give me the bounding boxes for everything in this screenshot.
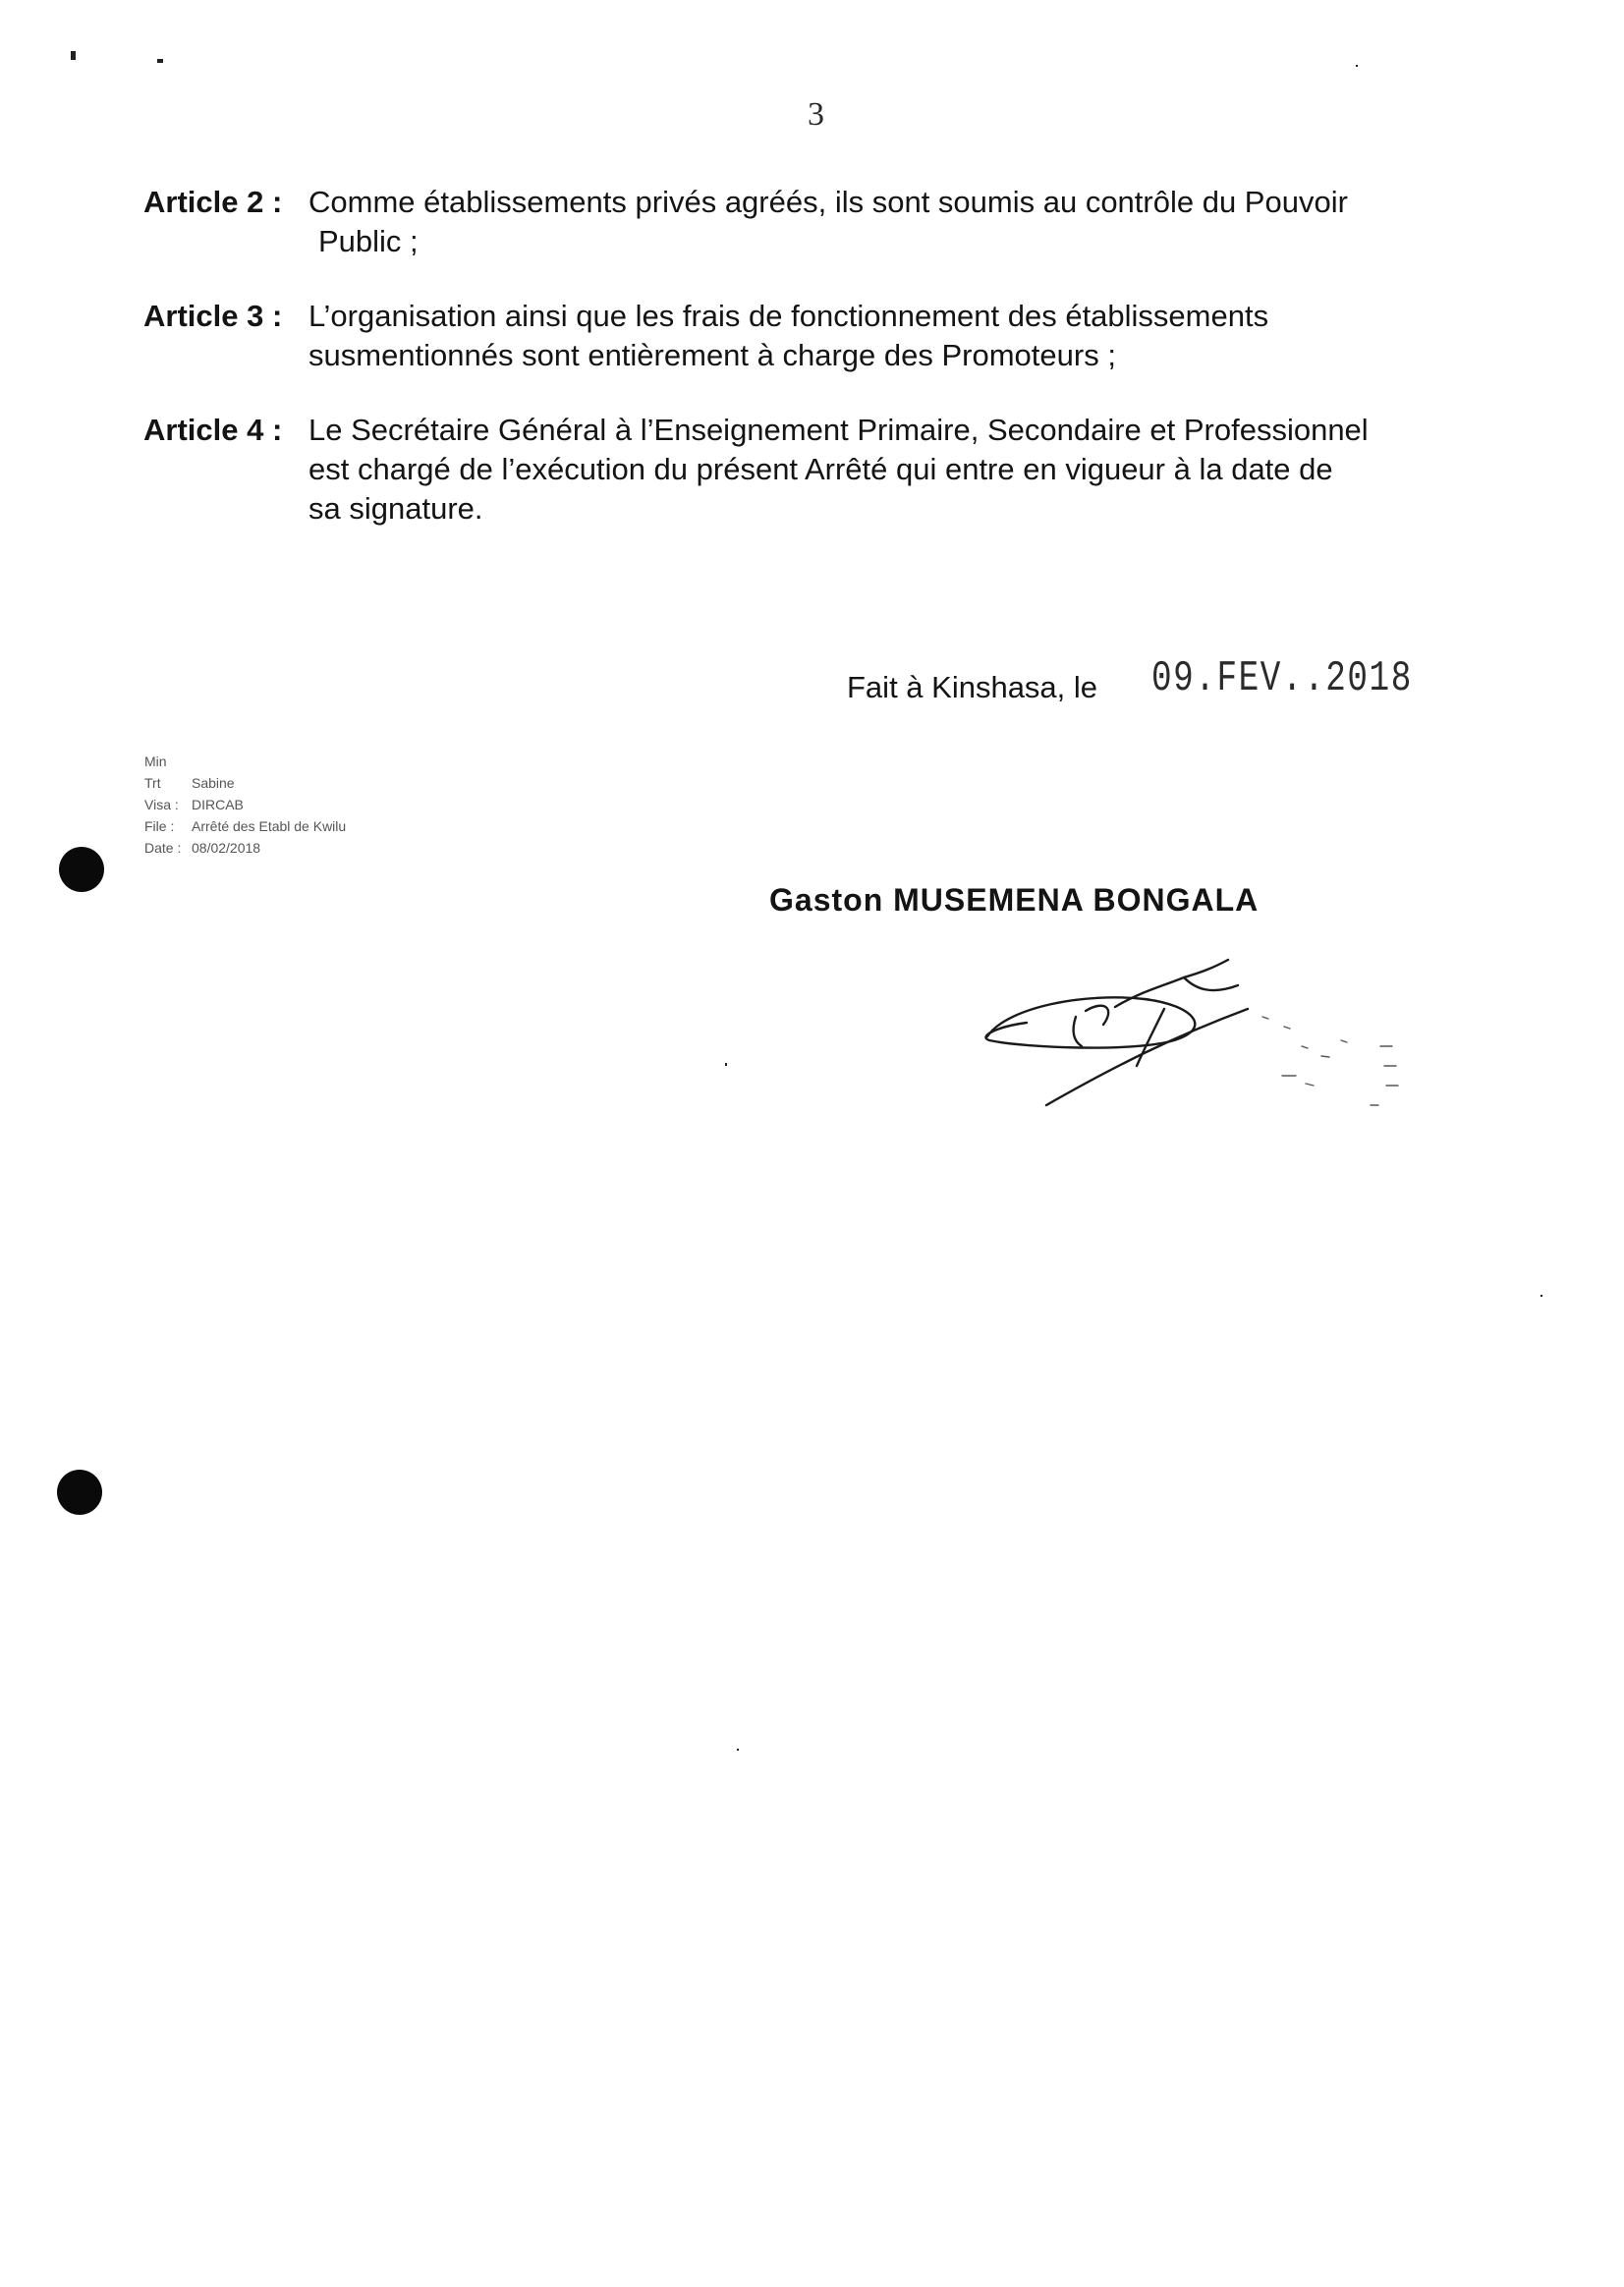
article-2-line: Public ; xyxy=(318,224,419,258)
scan-speck xyxy=(1540,1295,1542,1297)
handwritten-signature xyxy=(968,938,1439,1135)
article-3-body xyxy=(308,297,1624,375)
article-4-line: sa signature. xyxy=(308,491,483,526)
punch-hole xyxy=(59,847,104,892)
meta-visa-value: DIRCAB xyxy=(192,797,244,812)
article-2-body xyxy=(308,183,1624,261)
article-4-line: est chargé de l’exécution du présent Arrêté qui entre en vigueur à la date de xyxy=(308,452,1333,486)
meta-visa-label: Visa : xyxy=(144,797,179,812)
page-number: 3 xyxy=(808,96,824,133)
date-stamp: 09.FEV..2018 xyxy=(1151,654,1413,703)
file-reference-block xyxy=(144,751,346,859)
article-4-label: Article 4 : xyxy=(143,413,283,447)
meta-date-row xyxy=(144,837,346,859)
article-4-body xyxy=(308,411,1624,529)
scan-speck xyxy=(737,1749,739,1751)
scan-speck xyxy=(725,1063,727,1066)
meta-file-value: Arrêté des Etabl de Kwilu xyxy=(192,818,347,834)
article-2-label: Article 2 : xyxy=(143,185,283,219)
meta-trt-row xyxy=(144,772,346,794)
article-2-line: Comme établissements privés agréés, ils sont soumis au contrôle du Pouvoir xyxy=(308,185,1348,219)
scan-speck xyxy=(157,59,163,63)
meta-file-row xyxy=(144,815,346,837)
meta-file-label: File : xyxy=(144,818,175,834)
meta-min-row xyxy=(144,751,346,772)
article-3-line: susmentionnés sont entièrement à charge des Promoteurs ; xyxy=(308,338,1116,372)
scan-speck xyxy=(71,51,76,60)
article-3-line: L’organisation ainsi que les frais de fonctionnement des établissements xyxy=(308,299,1269,333)
meta-min-label: Min xyxy=(144,753,167,769)
meta-date-label: Date : xyxy=(144,840,182,856)
place-and-date: Fait à Kinshasa, le xyxy=(847,670,1098,704)
scan-speck xyxy=(1356,65,1358,67)
meta-date-value: 08/02/2018 xyxy=(192,840,261,856)
meta-trt-label: Trt xyxy=(144,775,161,791)
meta-visa-row xyxy=(144,794,346,815)
signatory-name: Gaston MUSEMENA BONGALA xyxy=(769,882,1260,918)
meta-trt-value: Sabine xyxy=(192,775,235,791)
article-3-label: Article 3 : xyxy=(143,299,283,333)
article-4-line: Le Secrétaire Général à l’Enseignement Primaire, Secondaire et Professionnel xyxy=(308,413,1369,447)
punch-hole xyxy=(57,1470,102,1515)
